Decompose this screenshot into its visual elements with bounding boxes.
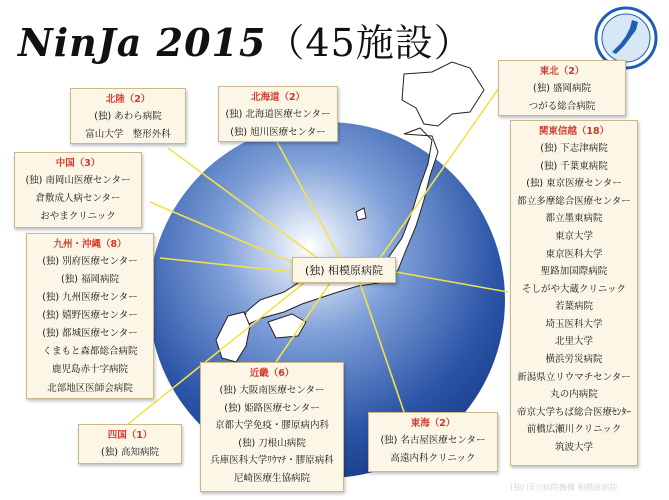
facility-item: 高遠内科クリニック bbox=[390, 453, 476, 465]
region-box-kinki bbox=[200, 362, 344, 492]
facility-item: (独) 都城医療センター bbox=[42, 328, 138, 340]
facility-item: (独) 高知病院 bbox=[101, 447, 159, 459]
region-heading: 北海道（2） bbox=[250, 92, 306, 103]
region-box-kyushu bbox=[26, 233, 154, 399]
facility-item: 倉敷成人病センター bbox=[35, 193, 121, 205]
facility-item: そしがや大蔵クリニック bbox=[522, 283, 626, 295]
facility-item: 都立多摩総合医療センター bbox=[517, 195, 631, 207]
facility-item: 埼玉医科大学 bbox=[545, 318, 603, 330]
facility-item: 兵庫医科大学ﾘｳﾏﾁ・膠原病科 bbox=[210, 455, 334, 467]
facility-item: 新潟県立リウマチセンター bbox=[517, 371, 631, 383]
facility-item: 横浜労災病院 bbox=[545, 353, 603, 365]
region-heading: 関東信越（18） bbox=[538, 126, 610, 137]
facility-item: (独) 南岡山医療センター bbox=[25, 175, 131, 187]
facility-item: つがる総合病院 bbox=[528, 101, 596, 113]
facility-item: 鹿児島赤十字病院 bbox=[51, 364, 128, 376]
region-box-hokuriku bbox=[70, 88, 186, 144]
region-heading: 東海（2） bbox=[410, 418, 456, 429]
facility-item: (独) 別府医療センター bbox=[42, 256, 138, 268]
facility-item: (独) 嬉野医療センター bbox=[42, 310, 138, 322]
facility-item: おやまクリニック bbox=[40, 211, 116, 223]
region-heading: 東北（2） bbox=[539, 66, 585, 77]
region-box-tokai bbox=[368, 412, 498, 472]
facility-item: 東京医科大学 bbox=[545, 248, 603, 260]
facility-item: 筑波大学 bbox=[554, 441, 593, 453]
page-title: NinJa 2015（45施設） bbox=[18, 20, 473, 65]
region-heading: 北陸（2） bbox=[105, 94, 151, 105]
region-heading: 九州・沖縄（8） bbox=[53, 239, 127, 250]
facility-item: (独) 千葉東病院 bbox=[540, 160, 608, 172]
facility-item: 帝京大学ちば総合医療ｾﾝﾀｰ bbox=[516, 406, 631, 418]
hokkaido-shape bbox=[402, 62, 484, 126]
facility-item: (独) 北海道医療センター bbox=[225, 109, 331, 121]
facility-item: 北里大学 bbox=[554, 336, 593, 348]
region-box-tohoku bbox=[498, 60, 626, 116]
facility-item: (独) 旭川医療センター bbox=[230, 127, 326, 139]
facility-item: (独) 盛岡病院 bbox=[533, 83, 591, 95]
facility-item: 前橋広瀬川クリニック bbox=[526, 424, 622, 436]
facility-item: (独) 東京医療センター bbox=[526, 178, 622, 190]
region-box-kanto bbox=[510, 120, 638, 466]
facility-item: (独) 九州医療センター bbox=[42, 292, 138, 304]
center-facility-box: (独) 相模原病院 bbox=[292, 257, 396, 283]
facility-item: 東京大学 bbox=[554, 231, 593, 242]
title-facility-count: （45施設） bbox=[266, 21, 473, 65]
facility-item: 丸の内病院 bbox=[550, 389, 598, 401]
facility-item: 若葉病院 bbox=[554, 301, 593, 313]
facility-item: (独) 大阪南医療センター bbox=[219, 385, 325, 397]
region-box-hokkaido bbox=[218, 86, 338, 142]
region-heading: 近畿（6） bbox=[249, 368, 295, 379]
facility-item: 北部地区医師会病院 bbox=[47, 382, 133, 394]
footer-watermark: (独) 国立病院機構 相模原病院 bbox=[510, 483, 618, 492]
region-heading: 四国（1） bbox=[107, 430, 153, 441]
region-box-shikoku bbox=[78, 424, 182, 464]
facility-item: (独) 刀根山病院 bbox=[238, 437, 306, 449]
facility-item: (独) 名古屋医療センター bbox=[380, 435, 486, 447]
facility-item: (独) 福岡病院 bbox=[61, 274, 119, 286]
region-heading: 中国（3） bbox=[55, 158, 101, 169]
facility-item: 京都大学免疫・膠原病内科 bbox=[214, 420, 329, 432]
facility-item: 富山大学 整形外科 bbox=[85, 129, 171, 141]
facility-item: 聖路加国際病院 bbox=[540, 266, 608, 278]
facility-item: (独) 姫路医療センター bbox=[224, 402, 320, 414]
facility-item: (独) 下志津病院 bbox=[540, 143, 608, 155]
facility-item: (独) あわら病院 bbox=[94, 111, 162, 123]
region-box-chugoku bbox=[14, 152, 142, 228]
facility-item: くまもと森都総合病院 bbox=[42, 346, 138, 358]
facility-item: 都立墨東病院 bbox=[545, 213, 603, 225]
facility-item: 尼崎医療生協病院 bbox=[233, 473, 310, 484]
